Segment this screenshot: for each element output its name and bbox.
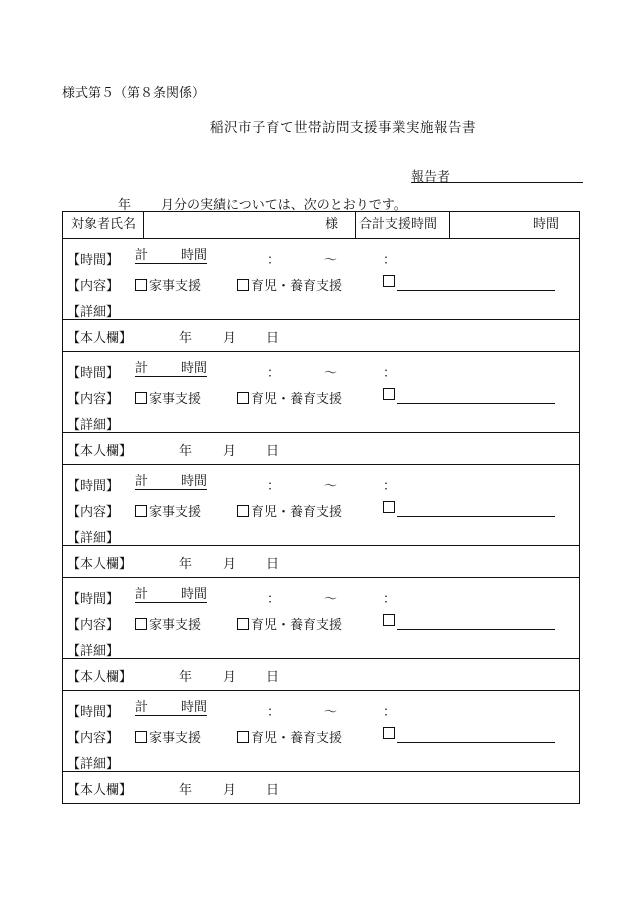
- details-label: 【詳細】: [67, 531, 120, 546]
- end-time-colon[interactable]: ：: [383, 705, 397, 720]
- other-option[interactable]: [383, 275, 397, 290]
- signature-label: 【本人欄】: [67, 557, 133, 572]
- signature-separator: [63, 319, 579, 320]
- childcare-option[interactable]: [237, 614, 342, 633]
- start-time-colon[interactable]: ：: [267, 479, 281, 494]
- signature-separator: [63, 658, 579, 659]
- total-hours-blank[interactable]: [135, 362, 207, 377]
- signature-separator: [63, 771, 579, 772]
- signature-year-label: 年: [179, 331, 193, 346]
- signature-label: 【本人欄】: [67, 783, 133, 798]
- signature-label: 【本人欄】: [67, 670, 133, 685]
- housework-label: 家事支援: [149, 731, 202, 746]
- childcare-option[interactable]: [237, 501, 342, 520]
- housework-checkbox[interactable]: [135, 618, 147, 630]
- other-checkbox[interactable]: [383, 614, 395, 626]
- housework-option[interactable]: [135, 388, 201, 407]
- housework-label: 家事支援: [149, 392, 202, 407]
- housework-option[interactable]: [135, 614, 201, 633]
- table-header-row: [63, 212, 579, 239]
- signature-year-label: 年: [179, 670, 193, 685]
- content-label: 【内容】: [67, 731, 120, 746]
- details-label: 【詳細】: [67, 418, 120, 433]
- housework-checkbox[interactable]: [135, 731, 147, 743]
- start-time-colon[interactable]: ：: [267, 705, 281, 720]
- signature-month-label: 月: [223, 331, 237, 346]
- housework-option[interactable]: [135, 727, 201, 746]
- details-label: 【詳細】: [67, 644, 120, 659]
- time-range-tilde: 〜: [324, 592, 338, 607]
- signature-month-label: 月: [223, 670, 237, 685]
- childcare-label: 育児・養育支援: [251, 618, 343, 633]
- signature-day-label: 日: [266, 557, 280, 572]
- hours-label: 時間: [180, 474, 207, 489]
- start-time-colon[interactable]: ：: [267, 592, 281, 607]
- hours-label: 時間: [180, 587, 207, 602]
- housework-option[interactable]: [135, 275, 201, 294]
- childcare-checkbox[interactable]: [237, 279, 249, 291]
- subject-name-label: 対象者氏名: [71, 217, 137, 232]
- honorific-label: 様: [325, 217, 339, 232]
- period-month-text: 月分の実績については、次のとおりです。: [161, 198, 407, 213]
- column-divider: [355, 212, 356, 238]
- signature-separator: [63, 545, 579, 546]
- other-option[interactable]: [383, 388, 397, 403]
- total-prefix: 計: [135, 474, 149, 489]
- hours-label: 時間: [180, 700, 207, 715]
- details-label: 【詳細】: [67, 757, 120, 772]
- other-content-field[interactable]: [397, 629, 555, 630]
- column-divider: [449, 212, 450, 238]
- time-label: 【時間】: [67, 366, 120, 381]
- content-label: 【内容】: [67, 392, 120, 407]
- other-option[interactable]: [383, 614, 397, 629]
- other-checkbox[interactable]: [383, 275, 395, 287]
- time-label: 【時間】: [67, 592, 120, 607]
- total-prefix: 計: [135, 361, 149, 376]
- hours-label: 時間: [180, 361, 207, 376]
- subject-name-field[interactable]: [145, 212, 355, 238]
- report-entry: [63, 465, 579, 578]
- housework-checkbox[interactable]: [135, 279, 147, 291]
- other-checkbox[interactable]: [383, 388, 395, 400]
- signature-month-label: 月: [223, 557, 237, 572]
- childcare-checkbox[interactable]: [237, 505, 249, 517]
- start-time-colon[interactable]: ：: [267, 253, 281, 268]
- report-entry: [63, 691, 579, 803]
- content-label: 【内容】: [67, 618, 120, 633]
- content-label: 【内容】: [67, 279, 120, 294]
- signature-month-label: 月: [223, 783, 237, 798]
- childcare-option[interactable]: [237, 727, 342, 746]
- time-range-tilde: 〜: [324, 253, 338, 268]
- signature-day-label: 日: [266, 670, 280, 685]
- time-range-tilde: 〜: [324, 366, 338, 381]
- childcare-checkbox[interactable]: [237, 618, 249, 630]
- start-time-colon[interactable]: ：: [267, 366, 281, 381]
- time-label: 【時間】: [67, 253, 120, 268]
- total-hours-blank[interactable]: [135, 588, 207, 603]
- other-checkbox[interactable]: [383, 727, 395, 739]
- reporter-signature-field[interactable]: [411, 182, 583, 183]
- total-hours-blank[interactable]: [135, 249, 207, 264]
- hours-label: 時間: [180, 248, 207, 263]
- column-divider: [143, 212, 144, 238]
- time-range-tilde: 〜: [324, 705, 338, 720]
- report-entry: [63, 352, 579, 465]
- other-option[interactable]: [383, 727, 397, 742]
- other-checkbox[interactable]: [383, 501, 395, 513]
- total-hours-field[interactable]: [451, 212, 531, 238]
- total-prefix: 計: [135, 700, 149, 715]
- report-table: [62, 211, 580, 804]
- childcare-option[interactable]: [237, 388, 342, 407]
- childcare-label: 育児・養育支援: [251, 505, 343, 520]
- details-label: 【詳細】: [67, 305, 120, 320]
- time-label: 【時間】: [67, 705, 120, 720]
- housework-option[interactable]: [135, 501, 201, 520]
- total-hours-blank[interactable]: [135, 701, 207, 716]
- signature-year-label: 年: [179, 444, 193, 459]
- signature-label: 【本人欄】: [67, 444, 133, 459]
- signature-month-label: 月: [223, 444, 237, 459]
- report-entry: [63, 578, 579, 691]
- other-content-field[interactable]: [397, 403, 555, 404]
- other-content-field[interactable]: [397, 516, 555, 517]
- signature-separator: [63, 432, 579, 433]
- other-content-field[interactable]: [397, 290, 555, 291]
- housework-checkbox[interactable]: [135, 505, 147, 517]
- childcare-label: 育児・養育支援: [251, 731, 343, 746]
- signature-day-label: 日: [266, 331, 280, 346]
- signature-year-label: 年: [179, 783, 193, 798]
- total-support-hours-label: 合計支援時間: [359, 217, 438, 232]
- other-content-field[interactable]: [397, 742, 555, 743]
- report-entry: [63, 239, 579, 352]
- document-title: 稲沢市子育て世帯訪問支援事業実施報告書: [210, 120, 476, 136]
- hours-unit-label: 時間: [533, 217, 560, 232]
- form-number-label: 様式第５（第８条関係）: [62, 86, 206, 101]
- signature-day-label: 日: [266, 444, 280, 459]
- childcare-checkbox[interactable]: [237, 392, 249, 404]
- end-time-colon[interactable]: ：: [383, 592, 397, 607]
- total-prefix: 計: [135, 248, 149, 263]
- end-time-colon[interactable]: ：: [383, 366, 397, 381]
- time-range-tilde: 〜: [324, 479, 338, 494]
- period-year-label: 年: [118, 198, 132, 213]
- childcare-label: 育児・養育支援: [251, 279, 343, 294]
- housework-checkbox[interactable]: [135, 392, 147, 404]
- childcare-label: 育児・養育支援: [251, 392, 343, 407]
- other-option[interactable]: [383, 501, 397, 516]
- childcare-checkbox[interactable]: [237, 731, 249, 743]
- end-time-colon[interactable]: ：: [383, 479, 397, 494]
- signature-label: 【本人欄】: [67, 331, 133, 346]
- total-prefix: 計: [135, 587, 149, 602]
- childcare-option[interactable]: [237, 275, 342, 294]
- signature-day-label: 日: [266, 783, 280, 798]
- signature-year-label: 年: [179, 557, 193, 572]
- housework-label: 家事支援: [149, 505, 202, 520]
- end-time-colon[interactable]: ：: [383, 253, 397, 268]
- reporter-label: 報告者: [411, 170, 451, 185]
- content-label: 【内容】: [67, 505, 120, 520]
- total-hours-blank[interactable]: [135, 475, 207, 490]
- housework-label: 家事支援: [149, 279, 202, 294]
- time-label: 【時間】: [67, 479, 120, 494]
- housework-label: 家事支援: [149, 618, 202, 633]
